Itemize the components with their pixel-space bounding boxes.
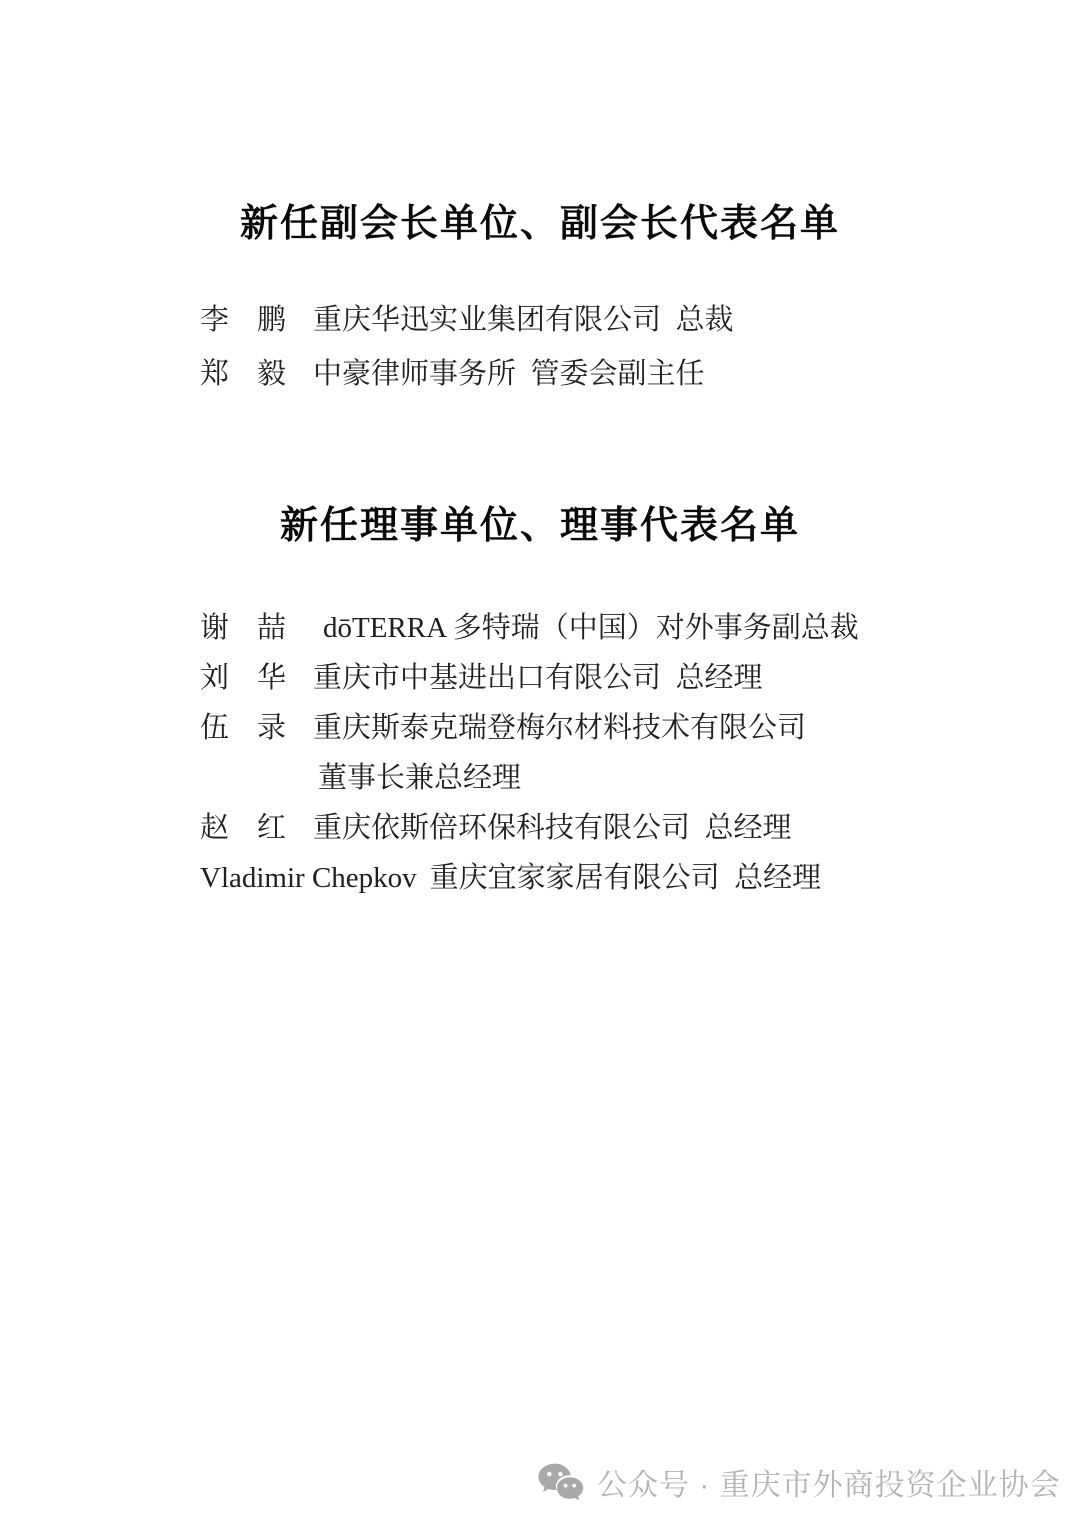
wechat-watermark [537, 1460, 1061, 1504]
list-item [200, 603, 1040, 653]
list-item [200, 703, 1040, 753]
person-name [200, 653, 286, 703]
person-name-char: 李 [200, 304, 230, 336]
wechat-icon [537, 1462, 586, 1502]
list-item [200, 853, 1040, 903]
person-name-char: 喆 [256, 612, 286, 644]
list-item [200, 803, 1040, 853]
list-item [200, 347, 1040, 401]
person-org-title: 重庆华迅实业集团有限公司 总裁 [313, 304, 734, 336]
person-name [200, 703, 286, 753]
person-name-char: 红 [256, 812, 286, 844]
person-name-char: 刘 [200, 662, 230, 694]
person-org-title: 重庆宜家家居有限公司 总经理 [429, 862, 822, 894]
person-org-title: 重庆斯泰克瑞登梅尔材料技术有限公司 [313, 712, 807, 744]
person-org-title: 重庆依斯倍环保科技有限公司 总经理 [313, 812, 792, 844]
director-list [200, 603, 1040, 903]
section-title-vice-presidents: 新任副会长单位、副会长代表名单 [239, 203, 840, 245]
list-item-continuation [200, 753, 1040, 803]
person-name [200, 803, 286, 853]
person-name: Vladimir Chepkov [200, 862, 417, 894]
person-org-title: 中豪律师事务所 管委会副主任 [313, 358, 705, 390]
wechat-account-label: 公众号 · 重庆市外商投资企业协会 [597, 1469, 1061, 1502]
person-org-title: dōTERRA 多特瑞（中国）对外事务副总裁 [323, 612, 859, 644]
person-org-title: 重庆市中基进出口有限公司 总经理 [313, 662, 763, 694]
list-item [200, 293, 1040, 347]
person-name-char: 郑 [200, 358, 230, 390]
person-name-char: 赵 [200, 812, 230, 844]
list-item [200, 653, 1040, 703]
vice-president-list [200, 293, 1040, 401]
person-name-char: 伍 [200, 712, 230, 744]
person-name-char: 毅 [256, 358, 286, 390]
person-role-continuation: 董事长兼总经理 [318, 762, 522, 794]
person-name-char: 录 [256, 712, 286, 744]
person-name [200, 603, 286, 653]
person-name [200, 293, 286, 347]
person-name-char: 华 [256, 662, 286, 694]
person-name-char: 谢 [200, 612, 230, 644]
person-name-char: 鹏 [256, 304, 286, 336]
person-name [200, 347, 286, 401]
section-title-directors: 新任理事单位、理事代表名单 [279, 505, 800, 547]
